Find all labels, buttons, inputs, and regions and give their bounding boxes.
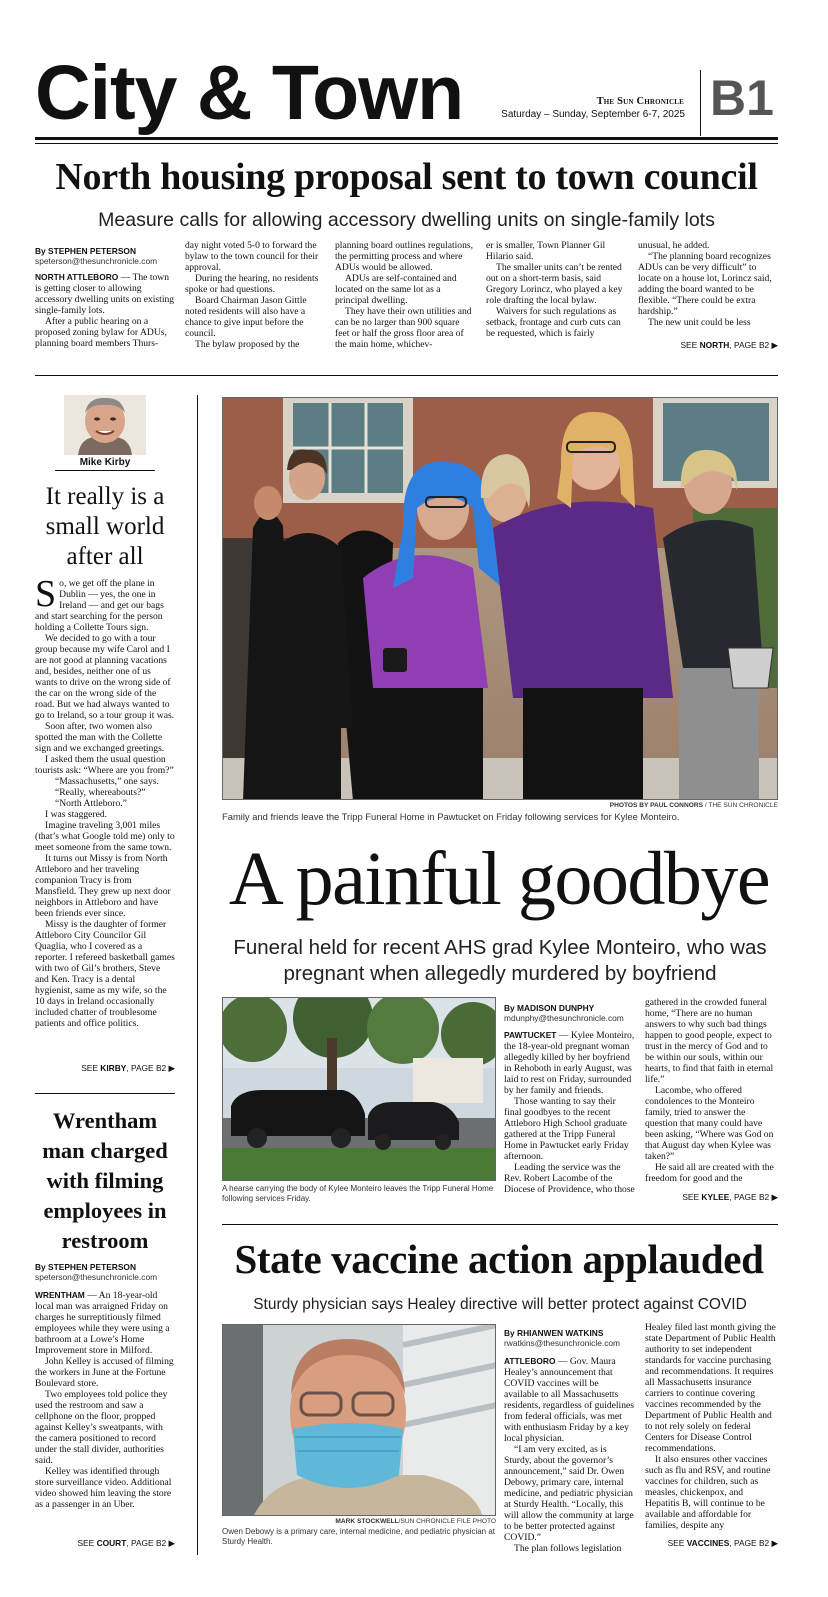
funeral-byline-block: [504, 1003, 634, 1023]
lead-paragraph: Waivers for such regulations as setback, frontage and curb cuts can be requested, which is fairly: [486, 306, 621, 339]
lead-col-2: [185, 240, 325, 350]
triangle-right-icon: ▶: [771, 340, 778, 350]
lead-paragraph: day night voted 5-0 to forward the bylaw to the town council for their approval.: [185, 240, 319, 273]
column-paragraph: “North Attleboro.”: [55, 798, 127, 809]
funeral-paragraph: Those wanting to say their final goodbyes to the recent Attleboro High School graduate gathered at the Tripp Funeral Home in Pawtucket early Friday afternoon.: [504, 1096, 629, 1162]
lead-jump-link[interactable]: SEE NORTH, PAGE B2 ▶: [680, 340, 778, 350]
vaccine-col-2: [645, 1322, 778, 1531]
vaccine-headline[interactable]: State vaccine action applauded: [234, 1236, 764, 1282]
column-body: [35, 573, 175, 1029]
vaccine-photo: [222, 1324, 496, 1516]
lead-paragraph: — The town is getting closer to allowing accessory dwelling units on existing single-family lots.: [35, 272, 175, 316]
column-paragraph: Soon after, two women also spotted the man with the Collette sign and we exchanged greetings.: [35, 721, 165, 754]
column-paragraph: o, we get off the plane in Dublin — yes, the one in Ireland — and get our bags and start searching for the person holding a Collette Tours sign.: [35, 578, 164, 633]
wrentham-jump-link[interactable]: SEE COURT, PAGE B2 ▶: [77, 1538, 175, 1548]
lead-col-3: [335, 240, 475, 350]
masthead-divider: [700, 70, 701, 136]
funeral-paragraph: Leading the service was the Rev. Robert Lacombe of the Diocese of Providence, who those: [504, 1162, 635, 1195]
column-paragraph: I was staggered.: [45, 809, 108, 820]
vaccine-photo-caption: Owen Debowy is a primary care, internal medicine, and pediatric physician at Sturdy Health.: [222, 1527, 496, 1546]
lead-col-4: [486, 240, 629, 339]
funeral-jump-link[interactable]: SEE KYLEE, PAGE B2 ▶: [682, 1192, 778, 1202]
vaccine-jump-link[interactable]: SEE VACCINES, PAGE B2 ▶: [667, 1538, 778, 1548]
lead-paragraph: After a public hearing on a proposed zoning bylaw for ADUs, planning board members Thurs-: [35, 316, 167, 349]
main-section-divider: [222, 1224, 778, 1225]
hearse-photo: [222, 997, 496, 1181]
wrentham-paragraph: John Kelley is accused of filming the workers in June at the Fortune Boulevard store.: [35, 1356, 174, 1389]
funeral-paragraph: He said all are created with the freedom for good and the: [645, 1162, 774, 1184]
lead-paragraph: unusual, he added.: [638, 240, 710, 251]
columnist-name: Mike Kirby: [79, 457, 131, 468]
funeral-byline: By MADISON DUNPHY: [504, 1003, 595, 1013]
wrentham-headline[interactable]: Wrentham man charged with filming employees in restroom: [42, 1108, 168, 1253]
columnist-name-rule: [55, 470, 155, 471]
vaccine-col-1: [504, 1356, 635, 1554]
funeral-headline[interactable]: A painful goodbye: [228, 837, 770, 921]
lead-paragraph: er is smaller, Town Planner Gil Hilario said.: [486, 240, 606, 262]
column-paragraph: I asked them the usual question tourists ask: “Where are you from?”: [35, 754, 174, 776]
vaccine-paragraph: It also ensures other vaccines such as flu and RSV, and routine vaccines for children, such as measles, chickenpox, and Hepatitis B, will continue to be available and affordable for families, despite any: [645, 1454, 771, 1531]
lead-headline[interactable]: North housing proposal sent to town council: [55, 156, 758, 198]
column-dropcap: S: [35, 573, 57, 615]
wrentham-dateline: WRENTHAM: [35, 1290, 85, 1300]
column-jump-link[interactable]: SEE KIRBY, PAGE B2 ▶: [81, 1063, 175, 1073]
vaccine-byline-email[interactable]: rwatkins@thesunchronicle.com: [504, 1338, 621, 1348]
lead-paragraph: ADUs are self-contained and located on the same lot as a principal dwelling.: [335, 273, 457, 306]
funeral-paragraph: — Kylee Monteiro, the 18-year-old pregnant woman allegedly killed by her boyfriend in Rehoboth in early August, was laid to rest on Friday, surrounded by her family and friends.: [504, 1030, 635, 1096]
vaccine-dateline: ATTLEBORO: [504, 1356, 556, 1366]
left-column-divider: [35, 1093, 175, 1094]
lead-paragraph: They have their own utilities and can be no larger than 900 square feet or half the gross floor area of the main home, whichev-: [335, 306, 472, 350]
lead-paragraph: The new unit could be less: [648, 317, 751, 328]
lead-paragraph: Board Chairman Jason Gittle noted residents will also have a chance to give input before the council.: [185, 295, 307, 339]
column-paragraph: “Really, whereabouts?”: [55, 787, 146, 798]
vaccine-photo-credit: MARK STOCKWELL/SUN CHRONICLE FILE PHOTO: [335, 1518, 496, 1525]
paper-name: The Sun Chronicle: [596, 96, 684, 107]
funeral-byline-email[interactable]: mdunphy@thesunchronicle.com: [504, 1013, 624, 1023]
wrentham-byline-block: [35, 1262, 175, 1282]
column-paragraph: Imagine traveling 3,001 miles (that’s what Google told me) only to meet someone from the same town.: [35, 820, 175, 853]
page-label: B1: [710, 70, 774, 126]
lead-paragraph: The bylaw proposed by the: [195, 339, 300, 350]
vaccine-paragraph: — Gov. Maura Healey’s announcement that COVID vaccines will be available to all Massachusetts residents, regardless of guidelines from federal officials, was met with enthusiasm Friday by a key local physician.: [504, 1356, 635, 1444]
issue-date: Saturday – Sunday, September 6-7, 2025: [501, 109, 685, 120]
funeral-paragraph: Lacombe, who offered condolences to the Monteiro family, tried to answer the question that many could have been asking, “Where was God on that August day when Kylee was taken?”: [645, 1085, 774, 1162]
vaccine-paragraph: “I am very excited, as is Sturdy, about the governor’s announcement,” said Dr. Owen Debowy, primary care, internal medicine, and pediatric physician at Sturdy Health. “Locally, this will allow the community at large to be better protected against COVID.”: [504, 1444, 634, 1543]
column-paragraph: Missy is the daughter of former Attleboro City Councilor Gil Quaglia, who I covered as a reporter. I refereed basketball games with two of Gil’s brothers, Steve and Ken. Tracy is a dental hygienist, same as my wife, so the 10 days in Ireland occasionally included chatter of troublesome patients and office politics.: [35, 919, 175, 1029]
vaccine-byline-block: [504, 1328, 634, 1348]
column-paragraph: We decided to go with a tour group because my wife Carol and I are not good at planning vacations and, besides, neither one of us wants to drive on the wrong side of the car on the wrong side of the road. But we had always wanted to go to Ireland, so a tour group it was.: [35, 633, 175, 721]
vaccine-byline: By RHIANWEN WATKINS: [504, 1328, 604, 1338]
funeral-col-2: [645, 997, 778, 1184]
funeral-main-photo: [222, 397, 778, 800]
column-paragraph: It turns out Missy is from North Attleboro and her traveling companion Tracy is from Mansfield. They grew up next door neighbors in Attleboro and have been friends ever since.: [35, 853, 171, 919]
lead-paragraph: The smaller units can’t be rented out on a short-term basis, said Gregory Lorincz, who played a key role drafting the local bylaw.: [486, 262, 623, 306]
lead-paragraph: During the hearing, no residents spoke or had questions.: [185, 273, 319, 295]
wrentham-paragraph: — An 18-year-old local man was arraigned Friday on charges he surreptitiously filmed employees while they were using a bathroom at a Lowe’s Home Improvement store in Milford.: [35, 1290, 170, 1356]
triangle-right-icon: ▶: [771, 1192, 778, 1202]
vaccine-paragraph: Healey filed last month giving the state Department of Public Health authority to set independent standards for vaccine purchasing and recommendations. It requires all Massachusetts insurance carriers to continue covering vaccines recommended by the Department of Public Health and to not rely solely on federal Centers for Disease Control recommendations.: [645, 1322, 776, 1454]
triangle-right-icon: ▶: [771, 1538, 778, 1548]
lead-paragraph: planning board outlines regulations, the permitting process and where ADUs would be allowed.: [335, 240, 474, 273]
column-headline[interactable]: It really is a small world after all: [45, 483, 165, 570]
funeral-subhead: Funeral held for recent AHS grad Kylee Monteiro, who was pregnant when allegedly murdered by boyfriend: [233, 936, 767, 985]
lead-dateline: NORTH ATTLEBORO: [35, 272, 119, 282]
section-divider: [35, 375, 778, 376]
section-title: City & Town: [35, 50, 464, 136]
wrentham-byline: By STEPHEN PETERSON: [35, 1262, 136, 1272]
hearse-photo-caption: A hearse carrying the body of Kylee Monteiro leaves the Tripp Funeral Home following services Friday.: [222, 1184, 494, 1203]
funeral-photo-caption: Family and friends leave the Tripp Funeral Home in Pawtucket on Friday following services for Kylee Monteiro.: [222, 811, 680, 822]
wrentham-paragraph: Two employees told police they used the restroom and saw a cellphone on the floor, propped against Kelley’s sweatpants, with the camera positioned to record under the stall divider, authorities said.: [35, 1389, 168, 1466]
lead-subhead: Measure calls for allowing accessory dwelling units on single-family lots: [98, 209, 715, 231]
column-divider: [197, 395, 198, 1555]
masthead-rule-thin: [35, 143, 778, 144]
wrentham-byline-email[interactable]: speterson@thesunchronicle.com: [35, 1272, 158, 1282]
lead-byline: By STEPHEN PETERSON: [35, 246, 136, 256]
masthead-rule-thick: [35, 137, 778, 140]
columnist-photo: [64, 395, 146, 455]
funeral-photo-credit: PHOTOS BY PAUL CONNORS / THE SUN CHRONICLE: [609, 802, 778, 809]
triangle-right-icon: ▶: [168, 1538, 175, 1548]
lead-col-5: [638, 240, 778, 328]
funeral-dateline: PAWTUCKET: [504, 1030, 557, 1040]
lead-paragraph: “The planning board recognizes ADUs can be very difficult” to locate on a house lot, Lorincz said, adding the board wanted to be flexible. “There could be extra hardship.”: [638, 251, 772, 317]
triangle-right-icon: ▶: [168, 1063, 175, 1073]
lead-col-1: [35, 246, 175, 349]
funeral-col-1: [504, 1030, 635, 1195]
lead-byline-email[interactable]: speterson@thesunchronicle.com: [35, 256, 158, 266]
vaccine-paragraph: The plan follows legislation: [514, 1543, 622, 1554]
vaccine-subhead: Sturdy physician says Healey directive will better protect against COVID: [253, 1296, 747, 1313]
wrentham-body: [35, 1290, 175, 1510]
funeral-paragraph: gathered in the crowded funeral home, “There are no human answers to why such bad things happen to good people, expect to trust in the mercy of God and to be within our souls, within our hearts, to find that faith in eternal life.”: [645, 997, 774, 1085]
wrentham-paragraph: Kelley was identified through store surveillance video. Additional video showed him leaving the store as a passenger in an Uber.: [35, 1466, 172, 1510]
column-paragraph: “Massachusetts,” one says.: [55, 776, 159, 787]
